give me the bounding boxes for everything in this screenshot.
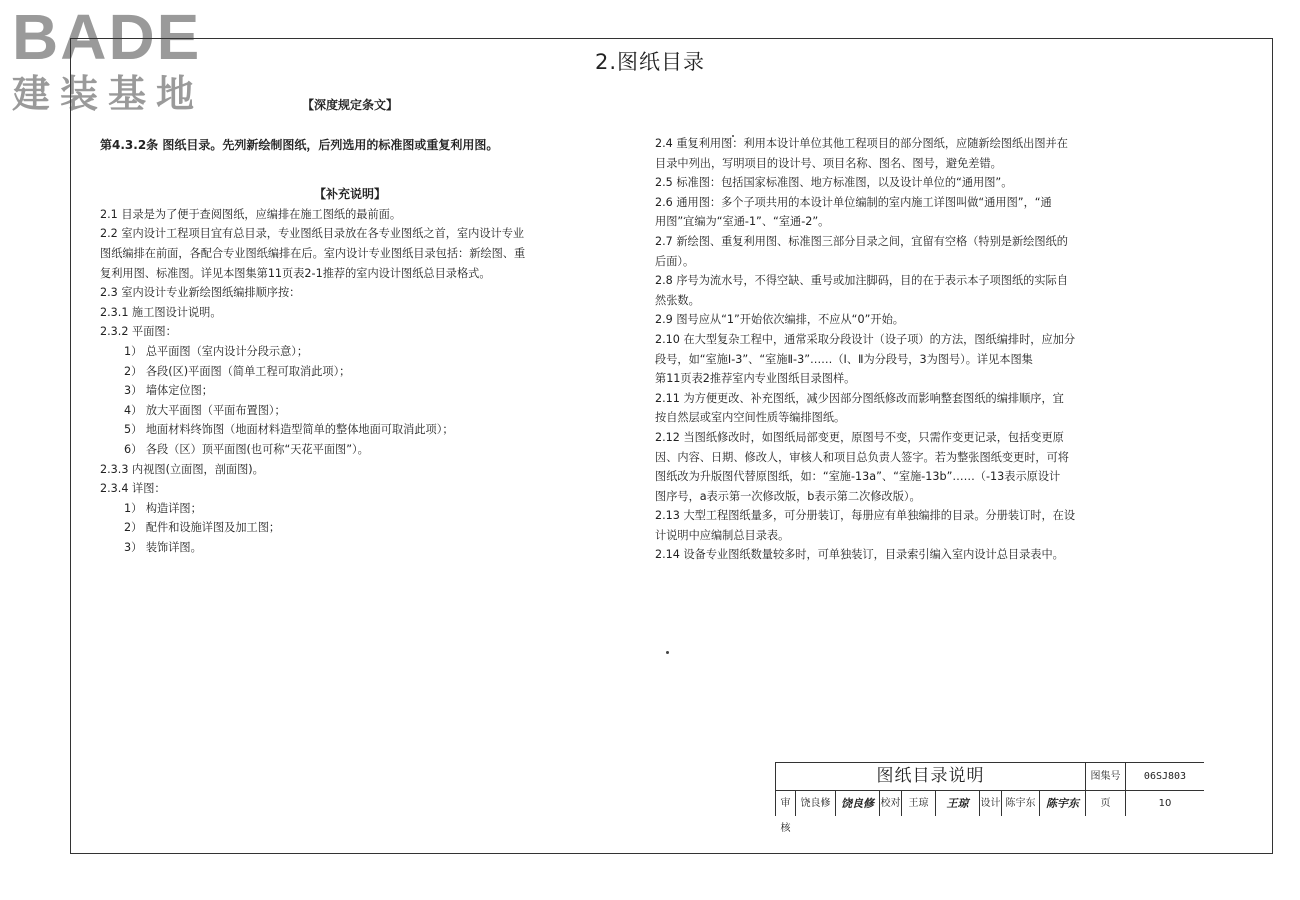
- page-label: 页: [1086, 791, 1126, 816]
- right-line: 2.8 序号为流水号，不得空缺、重号或加注脚码，目的在于表示本子项图纸的实际自: [655, 274, 1068, 288]
- right-line: 图纸改为升版图代替原图纸，如：“室施-13a”、“室施-13b”……（-13表示原设计: [655, 470, 1061, 484]
- rule-text: 第4.3.2条 图纸目录。先列新绘制图纸，后列选用的标准图或重复利用图。: [100, 137, 499, 152]
- title-block-top-row: [776, 762, 1204, 791]
- supplement-line: 1） 构造详图；: [124, 501, 202, 515]
- title-block-title: 图纸目录说明: [776, 763, 1086, 790]
- supplement-line: 2） 配件和设施详图及加工图；: [124, 521, 281, 535]
- right-line: 后面）。: [655, 254, 695, 268]
- right-line: 2.13 大型工程图纸量多，可分册装订，每册应有单独编排的目录。分册装订时，在设: [655, 509, 1076, 523]
- right-line: 2.12 当图纸修改时，如图纸局部变更，原图号不变，只需作变更记录，包括变更原: [655, 430, 1064, 444]
- right-line: 按自然层或室内空间性质等编排图纸。: [655, 411, 846, 425]
- supplement-line: 2.3.1 施工图设计说明。: [100, 305, 222, 319]
- checker-signature: 王琼: [936, 791, 980, 816]
- title-block-bottom-row: [776, 791, 1204, 834]
- depth-heading: 【深度规定条文】: [301, 98, 398, 112]
- supplement-line: 5） 地面材料终饰图（地面材料造型简单的整体地面可取消此项）；: [124, 423, 454, 437]
- right-line: 2.14 设备专业图纸数量较多时，可单独装订，目录索引编入室内设计总目录表中。: [655, 548, 1064, 562]
- supplement-line: 2.3.4 详图：: [100, 482, 166, 496]
- logo-word: BADE: [12, 1, 202, 73]
- right-lines: [655, 134, 1143, 565]
- reviewer-name: 饶良修: [796, 791, 836, 816]
- right-line: 2.11 为方便更改、补充图纸，减少因部分图纸修改而影响整套图纸的编排顺序，宜: [655, 391, 1064, 405]
- right-line: 用图”宜编为“室通-1”、“室通-2”。: [655, 215, 830, 229]
- right-line: 2.10 在大型复杂工程中，通常采取分段设计（设子项）的方法，图纸编排时，应加分: [655, 332, 1076, 346]
- right-line: 2.5 标准图：包括国家标准图、地方标准图，以及设计单位的“通用图”。: [655, 176, 1013, 190]
- supplement-line: 复利用图、标准图。详见本图集第11页表2-1推荐的室内设计图纸总目录格式。: [100, 266, 491, 280]
- right-line: 图序号，a表示第一次修改版，b表示第二次修改版）。: [655, 489, 921, 503]
- right-line: 2.9 图号应从“1”开始依次编排，不应从“0”开始。: [655, 313, 904, 327]
- supplement-line: 2.1 目录是为了便于查阅图纸，应编排在施工图纸的最前面。: [100, 207, 402, 221]
- supplement-line: 3） 墙体定位图；: [124, 384, 213, 398]
- right-line: 第11页表2推荐室内专业图纸目录图样。: [655, 372, 856, 386]
- right-line: 2.6 通用图：多个子项共用的本设计单位编制的室内施工详图叫做“通用图”，“通: [655, 195, 1052, 209]
- design-label: 设计: [980, 791, 1002, 816]
- supplement-line: 2） 各段(区)平面图（简单工程可取消此项）；: [124, 364, 351, 378]
- supplement-line: 3） 装饰详图。: [124, 540, 202, 554]
- right-line: 因、内容、日期、修改人，审核人和项目总负责人签字。若为整张图纸变更时，可将: [655, 450, 1069, 464]
- review-label: 审核: [776, 791, 796, 816]
- page-title: 2.图纸目录: [594, 50, 706, 74]
- right-line: 段号，如“室施Ⅰ-3”、“室施Ⅱ-3”……（Ⅰ、Ⅱ为分段号，3为图号）。详见本图集: [655, 352, 1033, 366]
- scan-speck: [732, 135, 734, 137]
- designer-name: 陈宇东: [1002, 791, 1040, 816]
- right-line: 2.4 重复利用图：利用本设计单位其他工程项目的部分图纸，应随新绘图纸出图并在: [655, 137, 1068, 150]
- right-line: 然张数。: [655, 293, 700, 307]
- logo-subtitle: 建装基地: [12, 72, 205, 116]
- supplement-line: 2.3 室内设计专业新绘图纸编排顺序按：: [100, 286, 301, 300]
- right-column: [655, 134, 1143, 565]
- checker-name: 王琼: [902, 791, 936, 816]
- right-line: 2.7 新绘图、重复利用图、标准图三部分目录之间，宜留有空格（特别是新绘图纸的: [655, 234, 1068, 248]
- supplement-line: 1） 总平面图（室内设计分段示意）；: [124, 344, 309, 358]
- supplement-line: 2.3.2 平面图：: [100, 325, 177, 339]
- supplement-line: 4） 放大平面图（平面布置图）；: [124, 403, 286, 417]
- designer-signature: 陈宇东: [1040, 791, 1086, 816]
- scan-speck: [666, 651, 669, 654]
- left-column: [100, 96, 600, 557]
- supplement-line: 6） 各段（区）顶平面图(也可称“天花平面图”）。: [124, 442, 369, 456]
- supplement-line: 2.2 室内设计工程项目宜有总目录，专业图纸目录放在各专业图纸之首，室内设计专业: [100, 227, 525, 241]
- page-number: 10: [1158, 798, 1172, 809]
- right-line: 计说明中应编制总目录表。: [655, 528, 790, 542]
- supplement-line: 2.3.3 内视图(立面图，剖面图)。: [100, 462, 264, 476]
- check-label: 校对: [880, 791, 902, 816]
- right-line: 目录中列出，写明项目的设计号、项目名称、图名、图号，避免差错。: [655, 156, 1002, 170]
- supplement-heading: 【补充说明】: [313, 187, 386, 202]
- reviewer-signature: 饶良修: [836, 791, 880, 816]
- atlas-number: 06SJ803: [1143, 771, 1187, 782]
- supplement-lines: [100, 205, 600, 558]
- title-block: [775, 762, 1203, 834]
- atlas-label: 图集号: [1086, 763, 1126, 790]
- supplement-line: 图纸编排在前面，各配合专业图纸编排在后。室内设计专业图纸目录包括：新绘图、重: [100, 246, 526, 260]
